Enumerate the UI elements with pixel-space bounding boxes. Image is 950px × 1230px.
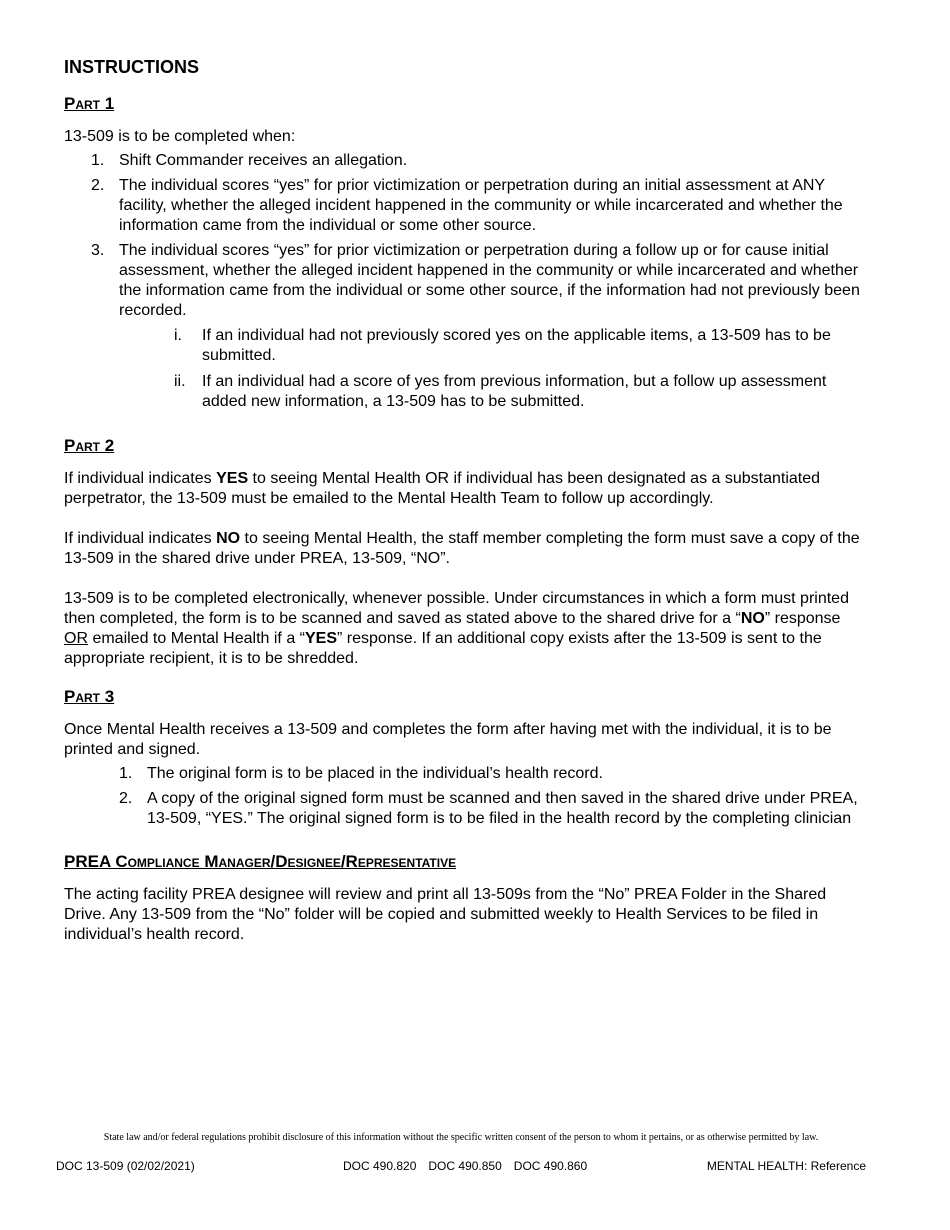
list-item — [64, 789, 864, 829]
doc-reference: DOC 490.850 — [428, 1159, 502, 1173]
list-item — [64, 151, 864, 171]
sublist-item-text: If an individual had not previously scored yes on the applicable items, a 13-509 has to be submitted. — [202, 327, 831, 364]
list-item — [64, 176, 864, 236]
part1-heading: Part 1 — [64, 94, 115, 113]
list-marker: 3. — [91, 242, 105, 259]
part1-sublist — [119, 326, 864, 412]
part1-intro: 13-509 is to be completed when: — [64, 128, 296, 145]
disclosure-notice: State law and/or federal regulations prohibit disclosure of this information without the specific written consent of the person to whom it pertains, or as otherwise permitted by law. — [103, 1132, 819, 1143]
list-item-text: A copy of the original signed form must be scanned and then saved in the shared drive under PREA, 13-509, “YES.” The original signed form is to be filed in the health record by the completing clinician — [147, 790, 858, 827]
sublist-item-text: If an individual had a score of yes from previous information, but a follow up assessment added new information, a 13-509 has to be submitted. — [202, 373, 827, 410]
part2-paragraph-electronic: 13-509 is to be completed electronically, whenever possible. Under circumstances in which a form must printed then completed, the form is to be scanned and saved as stated above to the shared drive for a “NO” response OR emailed to Mental Health if a “YES” response. If an additional copy exists after the 13-509 is sent to the appropriate recipient, it is to be shredded. — [64, 590, 849, 667]
prea-heading: PREA Compliance Manager/Designee/Representative — [64, 852, 457, 871]
document-body — [64, 56, 864, 945]
list-marker: i. — [174, 327, 182, 344]
sublist-item — [174, 372, 864, 412]
part2-paragraph-yes: If individual indicates YES to seeing Mental Health OR if individual has been designated as a substantiated perpetrator, the 13-509 must be emailed to the Mental Health Team to follow up accordingly. — [64, 470, 821, 507]
doc-references — [343, 1159, 599, 1173]
list-marker: 2. — [119, 790, 133, 807]
prea-paragraph: The acting facility PREA designee will review and print all 13-509s from the “No” PREA Folder in the Shared Drive. Any 13-509 from the “No” folder will be copied and submitted weekly to Health Services to be filed in individual’s health record. — [64, 886, 827, 943]
list-marker: 2. — [91, 177, 105, 194]
footer-category: MENTAL HEALTH: Reference — [706, 1159, 866, 1173]
page-title: INSTRUCTIONS — [64, 57, 199, 77]
list-marker: 1. — [119, 765, 133, 782]
form-id: DOC 13-509 (02/02/2021) — [56, 1159, 195, 1173]
part3-list — [64, 764, 864, 829]
part2-paragraph-no: If individual indicates NO to seeing Mental Health, the staff member completing the form must save a copy of the 13-509 in the shared drive under PREA, 13-509, “NO”. — [64, 530, 860, 567]
part3-intro: Once Mental Health receives a 13-509 and completes the form after having met with the individual, it is to be printed and signed. — [64, 721, 832, 758]
list-item — [64, 764, 864, 784]
list-item — [64, 241, 864, 412]
list-item-text: Shift Commander receives an allegation. — [119, 152, 408, 169]
part2-heading: Part 2 — [64, 436, 115, 455]
sublist-item — [174, 326, 864, 366]
doc-reference: DOC 490.860 — [513, 1159, 588, 1173]
list-item-text: The original form is to be placed in the individual’s health record. — [147, 765, 603, 782]
doc-reference: DOC 490.820 — [343, 1159, 417, 1173]
list-marker: 1. — [91, 152, 105, 169]
list-marker: ii. — [174, 373, 186, 390]
part1-list — [64, 151, 864, 412]
part3-heading: Part 3 — [64, 687, 115, 706]
list-item-text: The individual scores “yes” for prior victimization or perpetration during a follow up or for cause initial assessment, whether the alleged incident happened in the community or while incarcerated and whether the information came from the individual or some other source, if the information had not previously been recorded. — [119, 242, 860, 319]
list-item-text: The individual scores “yes” for prior victimization or perpetration during an initial assessment at ANY facility, whether the alleged incident happened in the community or while incarcerated and whether the information came from the individual or some other source. — [119, 177, 843, 234]
